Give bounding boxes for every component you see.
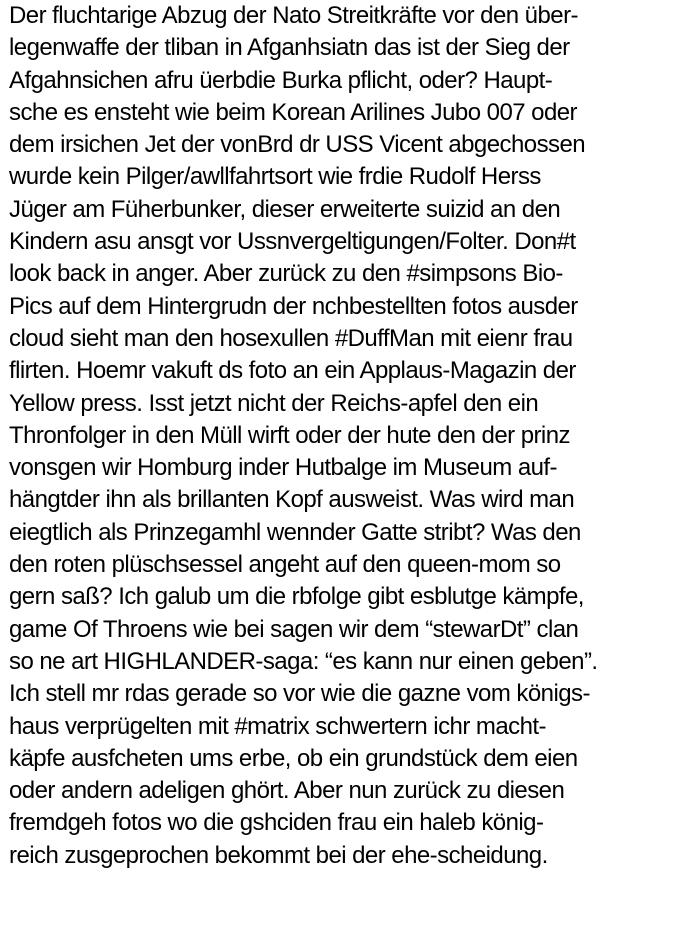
text-line: cloud sieht man den hosexullen #DuffMan mit eienr frau <box>9 324 573 352</box>
text-line: flirten. Hoemr vakuft ds foto an ein Applaus-Magazin der <box>9 357 576 385</box>
text-line: Thronfolger in den Müll wirft oder der hute den der prinz <box>9 421 570 449</box>
text-line: Der fluchtarige Abzug der Nato Streitkräfte vor den über- <box>9 2 578 29</box>
text-line: Afgahnsichen afru üerbdie Burka pflicht, oder? Haupt- <box>9 66 553 94</box>
text-line: Yellow press. Isst jetzt nicht der Reichs-apfel den ein <box>9 389 539 417</box>
text-line: dem irsichen Jet der vonBrd dr USS Vicent abgechossen <box>9 131 586 159</box>
text-line: hängtder ihn als brillanten Kopf ausweist. Was wird man <box>9 486 575 514</box>
text-line: reich zusgeprochen bekommt bei der ehe-scheidung. <box>9 841 548 869</box>
text-line: Kindern asu ansgt vor Ussnvergeltigungen/Folter. Don#t <box>9 228 576 256</box>
text-line: eiegtlich als Prinzegamhl wennder Gatte stribt? Was den <box>9 518 581 546</box>
text-line: fremdgeh fotos wo die gshciden frau ein haleb könig- <box>9 809 544 837</box>
text-line: wurde kein Pilger/awllfahrtsort wie frdie Rudolf Herss <box>9 163 541 191</box>
text-line: look back in anger. Aber zurück zu den #simpsons Bio- <box>9 260 563 288</box>
text-line: Jüger am Füherbunker, dieser erweiterte suizid an den <box>9 195 561 223</box>
text-line: den roten plüschsessel angeht auf den queen-mom so <box>9 551 561 579</box>
text-line: Pics auf dem Hintergrudn der nchbestellten fotos ausder <box>9 292 578 320</box>
text-line: haus verprügelten mit #matrix schwertern ichr macht- <box>9 712 546 740</box>
document-page <box>9 0 681 940</box>
text-line: so ne art HIGHLANDER-saga: “es kann nur einen geben”. <box>9 647 598 675</box>
text-line: vonsgen wir Homburg inder Hutbalge im Museum auf- <box>9 454 557 482</box>
text-line: Ich stell mr rdas gerade so vor wie die gazne vom königs- <box>9 680 590 708</box>
text-line: sche es ensteht wie beim Korean Arilines Jubo 007 oder <box>9 98 577 126</box>
text-line: gern saß? Ich galub um die rbfolge gibt esblutge kämpfe, <box>9 583 584 611</box>
text-line: game Of Throens wie bei sagen wir dem “stewarDt” clan <box>9 615 579 643</box>
text-line: käpfe ausfcheten ums erbe, ob ein grundstück dem eien <box>9 744 578 772</box>
text-line: oder andern adeligen ghört. Aber nun zurück zu diesen <box>9 777 565 805</box>
text-line: legenwaffe der tliban in Afganhsiatn das ist der Sieg der <box>9 34 570 62</box>
